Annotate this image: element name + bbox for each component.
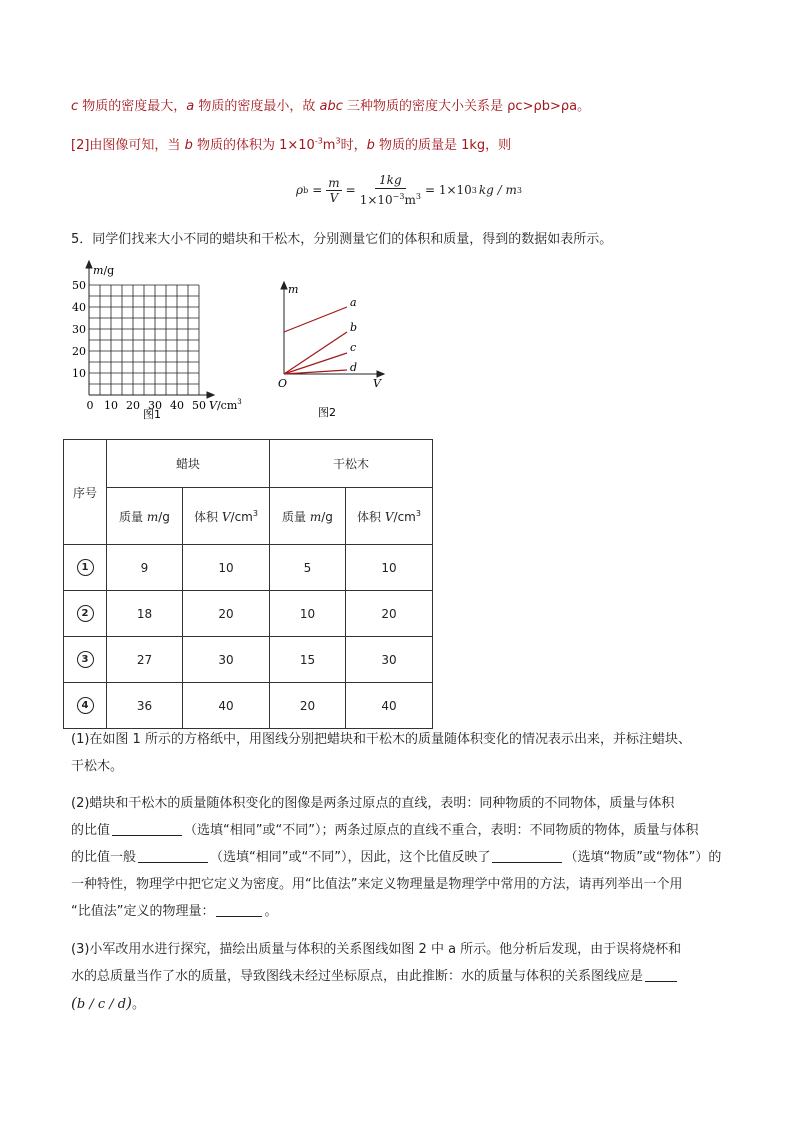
fig2-label-d: d [350, 361, 358, 374]
answer-line-1: c 物质的密度最大，a 物质的密度最小，故 abc 三种物质的密度大小关系是 ρc>ρb>ρa。 [71, 99, 591, 114]
subheader-volume: 体积 $V/cm^3$ [183, 488, 270, 545]
figure-1-grid [62, 257, 252, 422]
cell-pine-mass: 10 [270, 591, 346, 637]
row-index-badge: 1 [77, 559, 94, 576]
answer-blank-4[interactable] [216, 904, 262, 917]
fig2-line-b [284, 332, 347, 374]
cell-pine-volume: 30 [346, 637, 433, 683]
cell-pine-mass: 15 [270, 637, 346, 683]
fig1-ytick: 10 [72, 367, 86, 380]
fig2-label-c: c [350, 341, 357, 354]
question-intro: 5．同学们找来大小不同的蜡块和干松木，分别测量它们的体积和质量，得到的数据如表所示。 [71, 232, 613, 247]
fig2-label-b: b [350, 321, 358, 334]
subheader-mass: 质量 m/g [270, 488, 346, 545]
fig1-ylabel-unit: /g [103, 264, 115, 277]
fig1-caption: 图1 [143, 408, 161, 421]
cell-wax-volume: 20 [183, 591, 270, 637]
row-index-badge: 3 [77, 651, 94, 668]
fig1-xlabel-unit: /cm [216, 399, 238, 412]
fig2-line-a [284, 307, 347, 332]
fig1-xtick: 0 [86, 399, 94, 412]
table-row [64, 591, 433, 637]
fig1-xtick: 50 [192, 399, 206, 412]
cell-wax-volume: 10 [183, 545, 270, 591]
table-row [64, 683, 433, 729]
cell-wax-volume: 30 [183, 637, 270, 683]
fig2-ylabel: m [288, 283, 299, 296]
fraction-m-over-v: $\frac{m}{V}$ [328, 175, 340, 205]
table-row [64, 637, 433, 683]
data-table [63, 439, 433, 729]
fig1-xtick: 30 [148, 399, 162, 412]
fig1-ytick: 30 [72, 323, 86, 336]
fraction-values: $\frac{1kg}{1\times 10^{-3}m^3}$ [359, 172, 421, 207]
fig2-label-a: a [350, 296, 357, 309]
cell-pine-mass: 20 [270, 683, 346, 729]
fig1-xlabel-var: V [209, 399, 217, 412]
header-pine: 干松木 [270, 440, 433, 488]
fig1-xtick: 10 [104, 399, 118, 412]
svg-text:V/cm3 [209, 398, 242, 412]
fig1-xlabel-exp: 3 [237, 398, 242, 406]
sub-question-3: (3)小军改用水进行探究，描绘出质量与体积的关系图线如图 2 中 a 所示。他分析后发现，由于误将烧杯和 水的总质量当作了水的质量，导致图线未经过坐标原点，由此推断：水的质量与体积的关系图线应是 (b / c / d)。 [71, 942, 682, 1012]
row-index-badge: 2 [77, 605, 94, 622]
cell-pine-volume: 20 [346, 591, 433, 637]
fig2-caption: 图2 [318, 406, 336, 419]
cell-wax-mass: 27 [107, 637, 183, 683]
row-index-badge: 4 [77, 697, 94, 714]
fig1-ytick: 20 [72, 345, 86, 358]
fig1-xtick: 40 [170, 399, 184, 412]
answer-line-2: [2]由图像可知，当 b 物质的体积为 $1\times 10^{-3}m^3$时，b 物质的质量是 1kg，则 [71, 136, 512, 153]
cell-pine-volume: 40 [346, 683, 433, 729]
answer-blank-1[interactable] [112, 823, 182, 836]
header-wax: 蜡块 [107, 440, 270, 488]
cell-wax-volume: 40 [183, 683, 270, 729]
fig1-xtick: 20 [126, 399, 140, 412]
fig1-ytick: 50 [72, 279, 86, 292]
sub-question-2: (2)蜡块和干松木的质量随体积变化的图像是两条过原点的直线，表明：同种物质的不同物体，质量与体积 的比值 （选填“相同”或“不同”）；两条过原点的直线不重合，表明：不同物质的物体，质量与体积 的比值一般 （选填“相同”或“不同”），因此，这个比值反映了 （选填“物质”或“物体”）的 一种特性，物理学中把它定义为密度。用“比值法”来定义物理量是物理学中常用的方法，请再列举出一个用 “比值法”定义的物理量： 。 [71, 796, 722, 919]
cell-pine-volume: 10 [346, 545, 433, 591]
density-formula: ρ b = $\frac{m}{V}$ = $\frac{1kg}{1\times 10^{-3}m^3}$ = 1×10 3 kg / m 3 [296, 172, 522, 207]
subheader-mass: 质量 m/g [107, 488, 183, 545]
fig1-ytick: 40 [72, 301, 86, 314]
answer-blank-3[interactable] [492, 850, 562, 863]
header-index: 序号 [64, 440, 107, 545]
sub-question-1: (1)在如图 1 所示的方格纸中，用图线分别把蜡块和干松木的质量随体积变化的情况表示出来，并标注蜡块、 干松木。 [71, 732, 691, 774]
svg-text:m/g [93, 264, 114, 277]
cell-wax-mass: 9 [107, 545, 183, 591]
table-row [64, 545, 433, 591]
cell-wax-mass: 36 [107, 683, 183, 729]
answer-blank-5[interactable] [645, 969, 677, 982]
figure-2-lines [272, 280, 392, 422]
cell-pine-mass: 5 [270, 545, 346, 591]
subheader-volume: 体积 $V/cm^3$ [346, 488, 433, 545]
answer-blank-2[interactable] [138, 850, 208, 863]
fig2-origin: O [278, 377, 288, 390]
choice-options: b / c / d [76, 997, 127, 1012]
fig2-xlabel: V [373, 377, 381, 390]
cell-wax-mass: 18 [107, 591, 183, 637]
fig1-ylabel-var: m [93, 264, 104, 277]
